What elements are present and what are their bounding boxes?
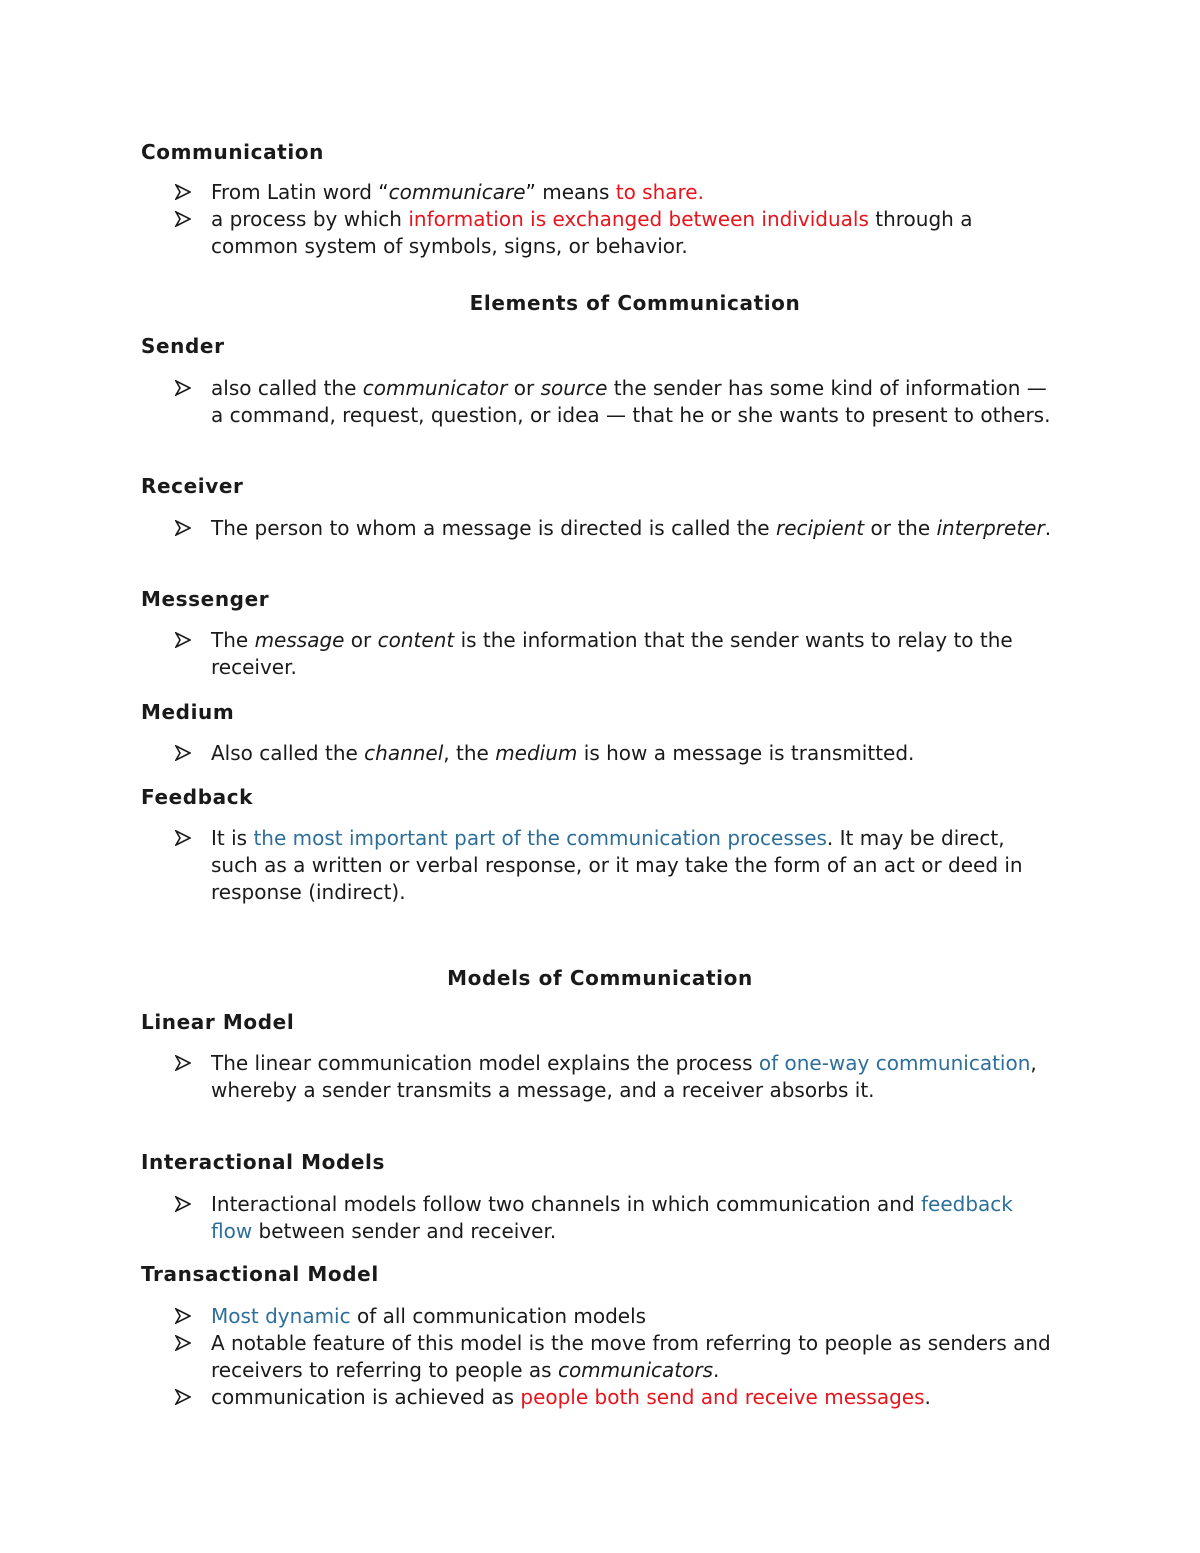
text-run: .	[1044, 516, 1052, 540]
list-item	[0, 1050, 1200, 1104]
highlight-blue: Most dynamic	[211, 1304, 351, 1328]
text-run: From Latin word “	[211, 180, 389, 204]
interactional-section	[0, 1150, 1200, 1245]
elements-heading-block	[0, 291, 1200, 315]
emphasis: source	[540, 376, 608, 400]
arrowhead-bullet-icon	[175, 632, 191, 648]
linear-title: Linear Model	[141, 1010, 295, 1034]
text-run: communication is achieved as	[211, 1385, 521, 1409]
highlight-blue: of one-way communication	[758, 1051, 1031, 1075]
list-item	[0, 206, 1200, 260]
arrowhead-bullet-icon	[175, 520, 191, 536]
highlight-red: information is exchanged between individuals	[408, 207, 869, 231]
messenger-title: Messenger	[141, 587, 270, 611]
highlight-red: to share.	[615, 180, 704, 204]
highlight-red: people both send and receive messages	[520, 1385, 925, 1409]
sender-list	[0, 375, 1200, 429]
arrowhead-bullet-icon	[175, 1389, 191, 1405]
text-run: or	[507, 376, 541, 400]
feedback-list	[0, 825, 1200, 906]
medium-section	[0, 700, 1200, 767]
text-run: the sender has some kind of information — a command, request, question, or idea — that he or she wants to present to others.	[211, 376, 1051, 427]
text-run: through a common system of symbols, signs, or behavior.	[211, 207, 973, 258]
list-item	[0, 1384, 1200, 1411]
text-run: , whereby a sender transmits a message, and a receiver absorbs it.	[211, 1051, 1037, 1102]
text-run: or the	[864, 516, 937, 540]
list-item	[0, 1191, 1200, 1245]
text-run: , the	[443, 741, 496, 765]
emphasis: content	[377, 628, 455, 652]
sender-title: Sender	[141, 334, 225, 358]
medium-list	[0, 740, 1200, 767]
arrowhead-bullet-icon	[175, 1055, 191, 1071]
text-run: The linear communication model explains the process	[211, 1051, 759, 1075]
emphasis: recipient	[775, 516, 865, 540]
text-run: of all communication models	[350, 1304, 647, 1328]
emphasis: communicator	[362, 376, 508, 400]
interactional-title: Interactional Models	[141, 1150, 386, 1174]
text-run: is the information that the sender wants to relay to the receiver.	[211, 628, 1013, 679]
arrowhead-bullet-icon	[175, 1308, 191, 1324]
list-item	[0, 375, 1200, 429]
models-heading-block	[0, 966, 1200, 990]
models-heading: Models of Communication	[447, 966, 753, 990]
text-run: is how a message is transmitted.	[577, 741, 915, 765]
emphasis: medium	[495, 741, 578, 765]
arrowhead-bullet-icon	[175, 184, 191, 200]
emphasis: channel	[364, 741, 444, 765]
list-item	[0, 740, 1200, 767]
arrowhead-bullet-icon	[175, 830, 191, 846]
list-item	[0, 1303, 1200, 1330]
communication-section	[0, 140, 1200, 260]
arrowhead-bullet-icon	[175, 380, 191, 396]
text-run: . It may be direct, such as a written or verbal response, or it may take the form of an act or deed in response (indirect).	[211, 826, 1023, 904]
transactional-section	[0, 1262, 1200, 1411]
sender-section	[0, 334, 1200, 429]
messenger-list	[0, 627, 1200, 681]
arrowhead-bullet-icon	[175, 745, 191, 761]
text-run: The	[211, 628, 255, 652]
text-run: Also called the	[211, 741, 365, 765]
messenger-section	[0, 587, 1200, 681]
arrowhead-bullet-icon	[175, 1335, 191, 1351]
interactional-list	[0, 1191, 1200, 1245]
list-item	[0, 179, 1200, 206]
medium-title: Medium	[141, 700, 235, 724]
text-run: The person to whom a message is directed is called the	[211, 516, 776, 540]
emphasis: communicators	[557, 1358, 714, 1382]
text-run: .	[924, 1385, 931, 1409]
text-run: It is	[211, 826, 254, 850]
emphasis: message	[254, 628, 345, 652]
feedback-section	[0, 785, 1200, 906]
list-item	[0, 825, 1200, 906]
arrowhead-bullet-icon	[175, 1196, 191, 1212]
highlight-blue: feedback flow	[211, 1192, 1013, 1243]
list-item	[0, 1330, 1200, 1384]
text-run: between sender and receiver.	[252, 1219, 557, 1243]
text-run: also called the	[211, 376, 363, 400]
communication-list	[0, 179, 1200, 260]
linear-list	[0, 1050, 1200, 1104]
feedback-title: Feedback	[141, 785, 254, 809]
text-run: a process by which	[211, 207, 409, 231]
text-run: ” means	[525, 180, 616, 204]
linear-section	[0, 1010, 1200, 1104]
elements-heading: Elements of Communication	[469, 291, 801, 315]
receiver-title: Receiver	[141, 474, 244, 498]
text-run: or	[344, 628, 378, 652]
highlight-blue: the most important part of the communication processes	[253, 826, 827, 850]
emphasis: interpreter	[936, 516, 1045, 540]
list-item	[0, 515, 1200, 542]
arrowhead-bullet-icon	[175, 211, 191, 227]
communication-title: Communication	[141, 140, 324, 164]
text-run: Interactional models follow two channels in which communication and	[211, 1192, 921, 1216]
text-run: A notable feature of this model is the move from referring to people as senders and receivers to referring to people as	[211, 1331, 1051, 1382]
transactional-list	[0, 1303, 1200, 1411]
text-run: .	[713, 1358, 720, 1382]
list-item	[0, 627, 1200, 681]
receiver-section	[0, 474, 1200, 542]
emphasis: communicare	[388, 180, 526, 204]
receiver-list	[0, 515, 1200, 542]
transactional-title: Transactional Model	[141, 1262, 379, 1286]
